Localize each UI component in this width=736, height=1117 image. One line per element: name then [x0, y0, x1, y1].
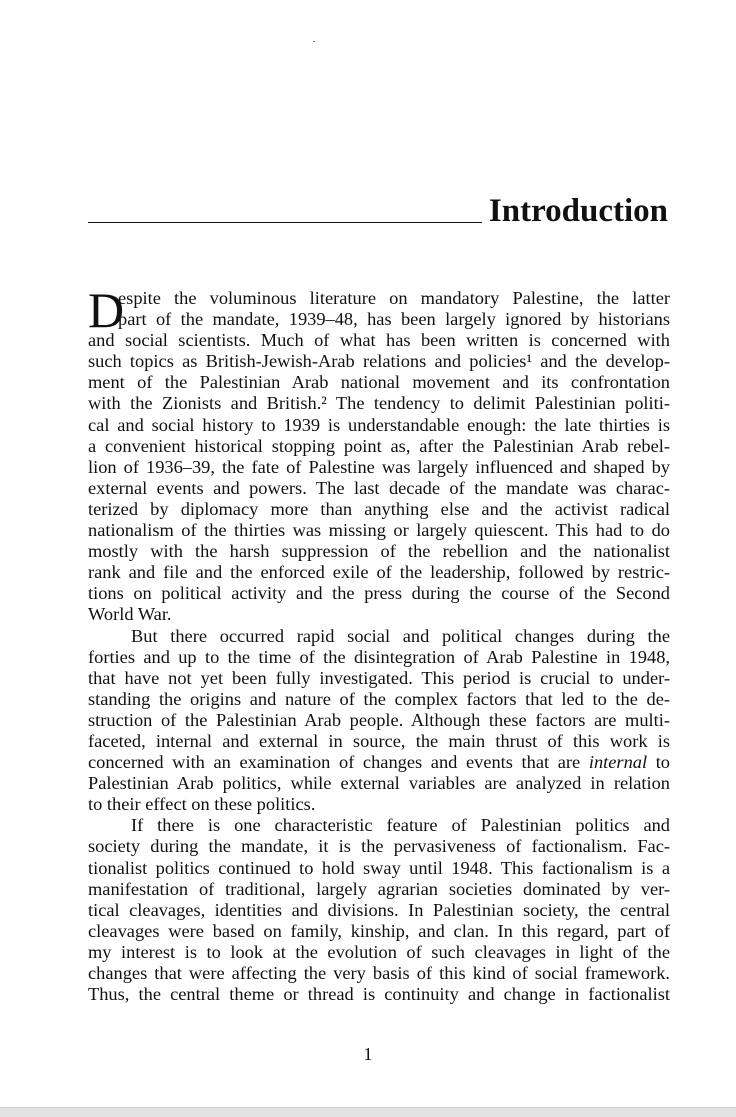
text-line: a convenient historical stopping point as, after the Palestinian Arab rebel- [88, 435, 670, 456]
text-line: cal and social history to 1939 is understandable enough: the late thirties is [88, 414, 670, 435]
chapter-heading [88, 188, 668, 234]
drop-cap-lines [118, 288, 670, 330]
text-line: society during the mandate, it is the pervasiveness of factionalism. Fac- [88, 836, 670, 857]
text-line: faceted, internal and external in source, the main thrust of this work is [88, 730, 670, 751]
scan-speck [313, 41, 315, 42]
text-line: rank and file and the enforced exile of the leadership, followed by restric- [88, 562, 670, 583]
text-line: and social scientists. Much of what has been written is concerned with [88, 330, 670, 351]
text-line: Thus, the central theme or thread is continuity and change in factionalist [88, 984, 670, 1005]
text-line: cleavages were based on family, kinship, and clan. In this regard, part of [88, 920, 670, 941]
text-line: standing the origins and nature of the complex factors that led to the de- [88, 688, 670, 709]
text-line: part of the mandate, 1939–48, has been largely ignored by historians [118, 309, 670, 330]
text-line: my interest is to look at the evolution of such cleavages in light of the [88, 941, 670, 962]
heading-rule [88, 222, 482, 223]
body-text [88, 282, 671, 1005]
text-line: external events and powers. The last decade of the mandate was charac- [88, 477, 670, 498]
text-line: tical cleavages, identities and divisions. In Palestinian society, the central [88, 899, 670, 920]
text-line: If there is one characteristic feature of Palestinian politics and [131, 815, 670, 836]
emphasis-text: internal [588, 752, 648, 773]
text-line: such topics as British-Jewish-Arab relations and policies¹ and the develop- [88, 351, 670, 372]
opening-lines [88, 282, 670, 338]
text-line: to their effect on these politics. [88, 794, 316, 815]
text-line: World War. [88, 604, 172, 625]
text-line: mostly with the harsh suppression of the rebellion and the nationalist [88, 541, 670, 562]
text-line: ment of the Palestinian Arab national movement and its confrontation [88, 372, 670, 393]
text-line: terized by diplomacy more than anything else and the activist radical [88, 498, 670, 519]
text-line: manifestation of traditional, largely agrarian societies dominated by ver- [88, 878, 670, 899]
text-line: nationalism of the thirties was missing or largely quiescent. This had to do [88, 520, 670, 541]
text-line: concerned with an examination of changes and events that are internal to [88, 752, 671, 773]
text-line: that have not yet been fully investigated. This period is crucial to under- [88, 667, 670, 688]
text-line: espite the voluminous literature on mandatory Palestine, the latter [118, 288, 670, 308]
page-number: 1 [363, 1044, 373, 1064]
text-line: lion of 1936–39, the fate of Palestine was largely influenced and shaped by [88, 456, 670, 477]
text-line: tionalist politics continued to hold sway until 1948. This factionalism is a [88, 857, 670, 878]
text-line: changes that were affecting the very basis of this kind of social framework. [88, 963, 670, 983]
text-line: tions on political activity and the press during the course of the Second [88, 583, 670, 604]
text-line: But there occurred rapid social and political changes during the [131, 625, 670, 646]
text-line: forties and up to the time of the disintegration of Arab Palestine in 1948, [88, 646, 670, 667]
text-line: Palestinian Arab politics, while external variables are analyzed in relation [88, 773, 670, 794]
text-line: with the Zionists and British.² The tendency to delimit Palestinian politi- [88, 393, 670, 414]
text-line: struction of the Palestinian Arab people. Although these factors are multi- [88, 709, 670, 730]
drop-cap: D [88, 282, 125, 338]
chapter-title: Introduction [488, 193, 668, 229]
paragraph-lines [88, 330, 670, 1005]
